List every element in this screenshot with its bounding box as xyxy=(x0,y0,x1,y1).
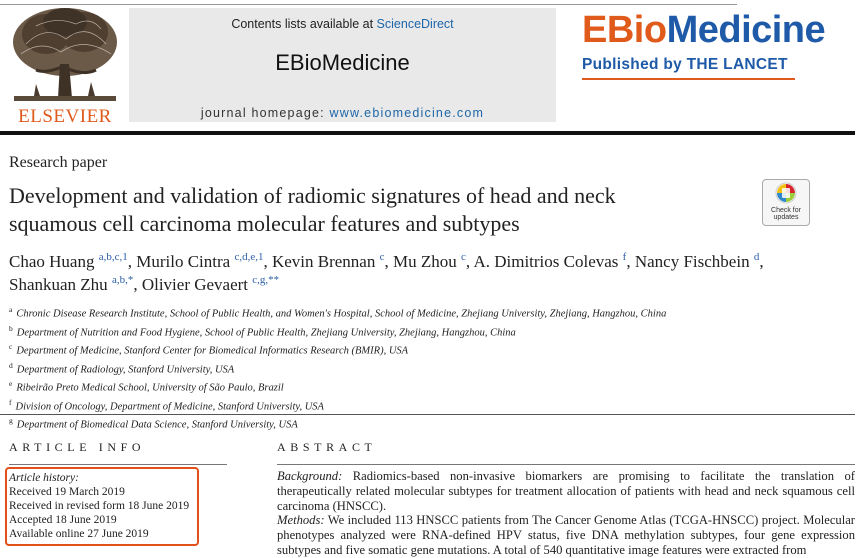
ebiomedicine-brand-logo[interactable] xyxy=(582,10,857,82)
affiliation-key: a xyxy=(9,305,13,314)
publisher-wordmark: ELSEVIER xyxy=(18,106,112,126)
history-online: Available online 27 June 2019 xyxy=(9,528,149,540)
affiliation-text: Department of Medicine, Stanford Center for Biomedical Informatics Research (BMIR), USA xyxy=(16,345,409,357)
author[interactable] xyxy=(142,275,279,294)
author-separator: , xyxy=(626,252,635,271)
affiliation-text: Department of Radiology, Stanford University, USA xyxy=(16,364,235,375)
abstract-body xyxy=(277,469,855,558)
affiliation-item xyxy=(9,414,859,433)
methods-label: Methods: xyxy=(277,513,325,528)
title-line-1: Development and validation of radiomic signatures of head and neck xyxy=(9,183,616,208)
journal-homepage xyxy=(129,106,556,120)
check-for-updates-label xyxy=(763,207,809,221)
history-accepted: Accepted 18 June 2019 xyxy=(9,514,117,526)
background-label: Background: xyxy=(277,469,343,483)
author-name[interactable]: Chao Huang xyxy=(9,252,95,271)
homepage-link[interactable]: www.ebiomedicine.com xyxy=(329,106,485,120)
methods-text: We included 113 HNSCC patients from The Cancer Genome Atlas (TCGA-HNSCC) project. Molecular phenotypes analyzed were RNA-defined HPV status, five DNA methylation subtypes, four gene expression subtypes and five somatic gene mutations. A total of 540 quantitative image features were extracted from xyxy=(277,513,855,557)
affiliation-item xyxy=(9,322,859,341)
author[interactable] xyxy=(136,252,272,271)
author-affiliation-sup[interactable]: a,b,* xyxy=(111,274,134,286)
affiliation-text: Division of Oncology, Department of Medicine, Stanford University, USA xyxy=(15,401,324,412)
sciencedirect-link[interactable]: ScienceDirect xyxy=(376,17,454,31)
crossmark-icon xyxy=(763,180,809,206)
journal-header xyxy=(0,0,865,135)
author-name[interactable]: Shankuan Zhu xyxy=(9,275,108,294)
author-affiliation-sup[interactable]: c,d,e,1 xyxy=(234,251,264,263)
section-divider xyxy=(0,414,855,415)
author-affiliation-sup[interactable]: a,b,c,1 xyxy=(98,251,128,263)
affiliation-text: Department of Biomedical Data Science, Stanford University, USA xyxy=(16,419,298,431)
affiliation-text: Chronic Disease Research Institute, School of Public Health, and Women's Hospital, School of Medicine, Zhejiang University, Zhejiang, Hangzhou, China xyxy=(16,308,667,320)
author-separator: , xyxy=(263,252,272,271)
article-title xyxy=(9,182,729,238)
affiliation-key: c xyxy=(9,342,13,351)
affiliation-item xyxy=(9,396,859,415)
affiliation-key: d xyxy=(9,360,13,370)
affiliation-text: Department of Nutrition and Food Hygiene, School of Public Health, Zhejiang University, Zhejiang, Hangzhou, China xyxy=(16,327,516,338)
author-separator: , xyxy=(384,252,393,271)
affiliation-item xyxy=(9,359,859,378)
brand-tagline: Published by THE LANCET xyxy=(582,56,788,73)
article-info-heading: ARTICLE INFO xyxy=(9,440,146,454)
journal-info-box xyxy=(129,8,556,122)
author-name[interactable]: Olivier Gevaert xyxy=(141,275,249,294)
author-affiliation-sup[interactable]: f xyxy=(622,251,627,263)
author-name[interactable]: Kevin Brennan xyxy=(271,252,376,271)
history-revised: Received in revised form 18 June 2019 xyxy=(9,500,190,512)
brand-part2: Medicine xyxy=(666,9,826,51)
affiliation-key: g xyxy=(9,416,13,425)
history-received: Received 19 March 2019 xyxy=(9,486,125,498)
affiliation-key: f xyxy=(9,397,12,407)
contents-prefix: Contents lists available at xyxy=(231,17,377,31)
author-affiliation-sup[interactable]: c xyxy=(379,251,385,263)
affiliation-item xyxy=(9,340,859,359)
brand-part1: EBio xyxy=(582,9,667,51)
abstract-methods xyxy=(277,513,855,557)
affiliation-text: Ribeirão Preto Medical School, University of São Paulo, Brazil xyxy=(16,382,284,394)
article-type: Research paper xyxy=(9,154,108,171)
homepage-prefix: journal homepage: xyxy=(200,106,330,120)
background-text: Radiomics-based non-invasive biomarkers are promising to facilitate the translation of therapeutically related molecular subtypes for treatment allocation of patients with head and neck squamous cell carcinoma (HNSCC). xyxy=(277,469,855,513)
article-info-rule xyxy=(9,464,227,465)
elsevier-tree-icon xyxy=(6,4,124,126)
author-name[interactable]: Mu Zhou xyxy=(393,252,457,271)
crossmark-text-1: Check for xyxy=(771,207,801,214)
author-separator: , xyxy=(133,275,142,294)
contents-line xyxy=(129,17,556,31)
author[interactable] xyxy=(635,252,764,271)
author-name[interactable]: Murilo Cintra xyxy=(136,252,231,271)
affiliation-key: b xyxy=(9,323,13,333)
history-label: Article history: xyxy=(9,472,79,484)
author-affiliation-sup[interactable]: c,g,** xyxy=(252,274,280,286)
abstract-rule xyxy=(277,464,855,465)
author-affiliation-sup[interactable]: d xyxy=(753,251,760,263)
header-thick-rule xyxy=(0,131,855,135)
author-separator: , xyxy=(465,252,474,271)
brand-underline xyxy=(582,78,795,80)
check-for-updates-button[interactable] xyxy=(762,179,810,226)
abstract-background xyxy=(277,469,855,513)
author-name[interactable]: Nancy Fischbein xyxy=(634,252,750,271)
author-name[interactable]: A. Dimitrios Colevas xyxy=(473,252,619,271)
author-separator: , xyxy=(759,252,764,271)
brand-wordmark xyxy=(582,10,857,50)
affiliation-item xyxy=(9,377,859,396)
author[interactable] xyxy=(9,252,136,271)
affiliation-key: e xyxy=(9,379,13,388)
elsevier-logo[interactable] xyxy=(6,4,124,126)
crossmark-text-2: updates xyxy=(773,214,799,221)
abstract-heading: ABSTRACT xyxy=(277,440,377,454)
author[interactable] xyxy=(473,252,634,271)
article-history xyxy=(9,471,199,541)
affiliation-item xyxy=(9,303,859,322)
author-affiliation-sup[interactable]: c xyxy=(461,251,466,263)
journal-name: EBioMedicine xyxy=(275,50,410,75)
title-line-2: squamous cell carcinoma molecular features and subtypes xyxy=(9,211,520,236)
author-list xyxy=(9,250,859,296)
author[interactable] xyxy=(9,275,142,294)
author[interactable] xyxy=(393,252,473,271)
author[interactable] xyxy=(272,252,393,271)
author-separator: , xyxy=(127,252,137,271)
